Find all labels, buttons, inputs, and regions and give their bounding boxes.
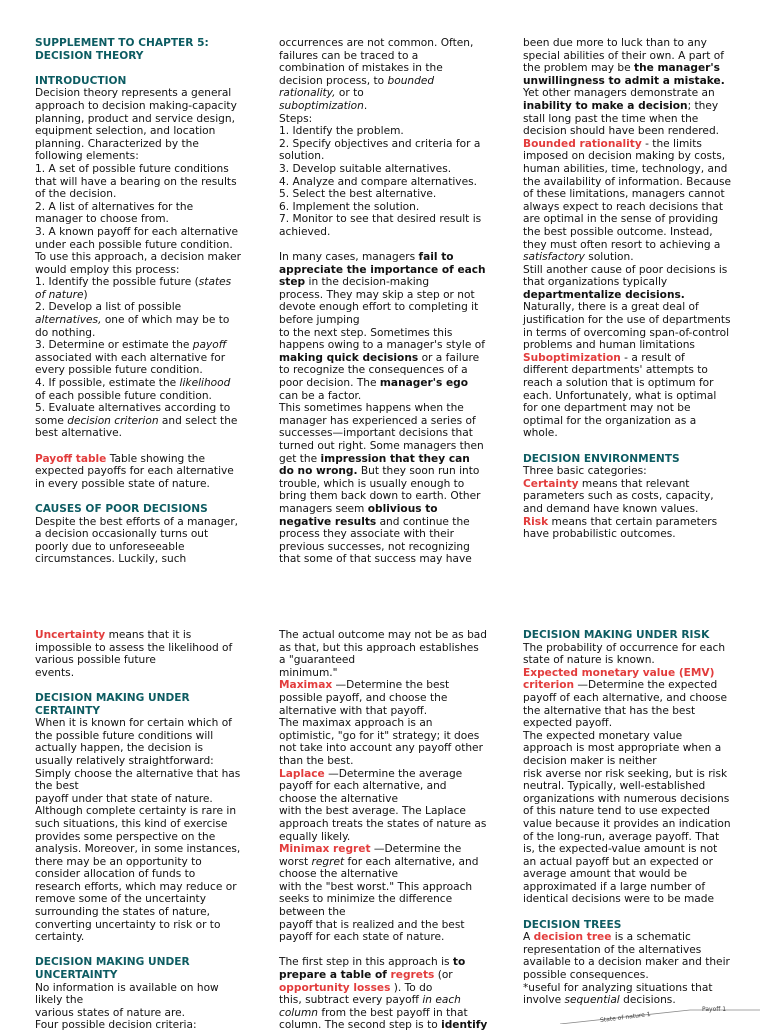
text-line: seeks to minimize the difference: [279, 893, 453, 906]
text-line: 7. Monitor to see that desired result is: [279, 213, 482, 226]
text-line: planning, product and service design,: [35, 112, 235, 125]
text-line: choose the alternative: [279, 792, 399, 805]
text-line: 3. Develop suitable alternatives.: [279, 162, 452, 175]
text-line: some decision criterion and select the: [35, 414, 238, 427]
text-line: possible consequences.: [523, 969, 649, 982]
text-line: a decision occasionally turns out: [35, 528, 209, 541]
emv-term: Expected monetary value (EMV): [523, 666, 715, 679]
text-line: 5. Select the best alternative.: [279, 188, 437, 201]
text-line: problems and human limitations: [523, 339, 695, 352]
text-line: payoff under that state of nature.: [35, 792, 213, 805]
text-line: approach treats the states of nature as: [279, 817, 487, 830]
text-line: failures can be traced to a: [279, 49, 419, 62]
text-line: that some of that success may have: [279, 553, 472, 566]
text-line: do no wrong. But they soon run into: [279, 465, 480, 478]
text-line: 4. Analyze and compare alternatives.: [279, 175, 477, 188]
text-line: *useful for analyzing situations that: [523, 981, 713, 994]
text-line: inability to make a decision; they: [523, 99, 719, 112]
text-line: Yet other managers demonstrate an: [523, 87, 715, 100]
text-line: state of nature is known.: [523, 654, 655, 667]
text-line: managers seem oblivious to: [279, 502, 438, 515]
text-line: decision maker is neither: [523, 754, 657, 767]
state-of-nature-label: State of nature 1: [599, 1010, 652, 1025]
text-line: criterion —Determine the expected: [523, 679, 718, 692]
column-risk: [523, 629, 755, 1007]
text-line: minimum.": [279, 666, 338, 679]
text-line: To use this approach, a decision maker: [35, 251, 241, 264]
text-line: approach is most appropriate when a: [523, 742, 722, 755]
text-line: value because it provides an indication: [523, 817, 731, 830]
text-line: equally likely.: [279, 830, 351, 843]
text-line: bring them back down to earth. Other: [279, 490, 481, 503]
laplace-definition: Laplace —Determine the average: [279, 767, 463, 780]
text-line: would employ this process:: [35, 263, 180, 276]
text-line: every possible future condition.: [35, 364, 203, 377]
text-line: the problem may be the manager's: [523, 62, 720, 75]
text-line: payoff that is realized and the best: [279, 918, 465, 931]
decision-tree-definition: A decision tree is a schematic: [523, 931, 691, 944]
text-line: Still another cause of poor decisions is: [523, 263, 728, 276]
text-line: planning. Characterized by the: [35, 137, 199, 150]
text-line: of each possible future condition.: [35, 389, 212, 402]
text-line: manager to choose from.: [35, 213, 169, 226]
uncertainty-definition: Uncertainty means that it is: [35, 629, 192, 641]
text-line: organizations with numerous decisions: [523, 792, 730, 805]
text-line: the alternative that has the best: [523, 704, 696, 717]
text-line: 3. A known payoff for each alternative: [35, 225, 239, 238]
text-line: The actual outcome may not be as bad: [279, 629, 488, 641]
text-line: there may be an opportunity to: [35, 855, 202, 868]
risk-heading: DECISION MAKING UNDER RISK: [523, 629, 710, 641]
text-line: alternative with that payoff.: [279, 704, 428, 717]
text-line: Four possible decision criteria:: [35, 1019, 197, 1032]
text-line: making quick decisions or a failure: [279, 351, 480, 364]
text-line: satisfactory solution.: [523, 251, 634, 264]
text-line: payoff for each state of nature.: [279, 931, 445, 944]
text-line: analysis. Moreover, in some instances,: [35, 843, 241, 856]
text-line: with the best average. The Laplace: [279, 805, 466, 818]
text-line: to recognize the consequences of a: [279, 364, 468, 377]
text-line: a "guaranteed: [279, 654, 356, 667]
text-line: each. Unfortunately, what is optimal: [523, 389, 717, 402]
text-line: to the next step. Sometimes this: [279, 326, 453, 339]
text-line: alternatives, one of which may be to: [35, 314, 230, 327]
text-line: departmentalize decisions.: [523, 288, 685, 301]
text-line: of the decision.: [35, 188, 117, 201]
text-line: associated with each alternative for: [35, 351, 226, 364]
text-line: before jumping: [279, 314, 360, 327]
text-line: they must often resort to achieving a: [523, 238, 721, 251]
text-line: representation of the alternatives: [523, 943, 702, 956]
causes-heading: CAUSES OF POOR DECISIONS: [35, 502, 208, 515]
text-line: are optimal in the sense of providing: [523, 213, 719, 226]
text-line: optimal for the organization as a: [523, 414, 697, 427]
text-line: consider allocation of funds to: [35, 868, 196, 881]
text-line: imposed on decision making by costs,: [523, 150, 726, 163]
text-line: the best: [35, 780, 79, 793]
minimax-regret-definition: Minimax regret —Determine the: [279, 843, 462, 856]
text-line: Steps:: [279, 112, 313, 125]
text-line: identical decisions were to be made: [523, 893, 715, 906]
text-line: the best possible outcome. Instead,: [523, 225, 713, 238]
text-line: previous successes, not recognizing: [279, 540, 470, 553]
text-line: such situations, this kind of exercise: [35, 817, 228, 830]
text-line: provides some perspective on the: [35, 830, 216, 843]
text-line: can be a factor.: [279, 389, 362, 402]
chapter-title: DECISION THEORY: [35, 49, 144, 62]
text-line: The expected monetary value: [523, 729, 683, 742]
text-line: suboptimization.: [279, 99, 368, 112]
certainty-definition: Certainty means that relevant: [523, 477, 690, 490]
text-line: column from the best payoff in that: [279, 1006, 468, 1019]
text-line: occurrences are not common. Often,: [279, 37, 474, 49]
text-line: In many cases, managers fail to: [279, 251, 454, 264]
text-line: 2. Develop a list of possible: [35, 301, 182, 314]
bounded-rationality-definition: Bounded rationality - the limits: [523, 137, 702, 150]
text-line: happens owing to a manager's style of: [279, 339, 485, 352]
text-line: of nature): [35, 288, 88, 301]
text-line: step in the decision-making: [279, 276, 430, 289]
text-line: do nothing.: [35, 326, 96, 339]
text-line: reach a solution that is optimum for: [523, 377, 714, 390]
text-line: the availability of information. Because: [523, 175, 732, 188]
text-line: the possible future conditions will: [35, 729, 214, 742]
suboptimization-definition: Suboptimization - a result of: [523, 351, 685, 364]
text-line: average amount that would be: [523, 868, 687, 881]
text-line: that will have a bearing on the results: [35, 175, 237, 188]
column-criteria: [279, 629, 511, 1032]
text-line: equipment selection, and location: [35, 125, 216, 138]
text-line: rationality, or to: [279, 87, 364, 100]
text-line: 5. Evaluate alternatives according to: [35, 402, 231, 415]
text-line: special abilities of their own. A part of: [523, 49, 725, 62]
text-line: column. The second step is to identify: [279, 1019, 488, 1032]
column-certainty: [35, 629, 267, 1032]
payoff-table-definition: Payoff table Table showing the: [35, 452, 206, 465]
text-line: solution.: [279, 150, 325, 163]
text-line: stall long past the time when the: [523, 112, 699, 125]
text-line: process they associate with their: [279, 528, 454, 541]
text-line: parameters such as costs, capacity,: [523, 490, 714, 503]
text-line: events.: [35, 666, 75, 679]
text-line: various possible future: [35, 654, 156, 667]
risk-definition: Risk means that certain parameters: [523, 515, 718, 528]
decision-environments-heading: DECISION ENVIRONMENTS: [523, 452, 680, 465]
text-line: this, subtract every payoff in each: [279, 994, 461, 1007]
text-line: combination of mistakes in the: [279, 62, 443, 75]
text-line: justification for the use of departments: [523, 314, 731, 327]
text-line: Decision theory represents a general: [35, 87, 232, 100]
uncertainty-heading-2: UNCERTAINTY: [35, 969, 118, 982]
text-line: decision should have been rendered.: [523, 125, 720, 138]
text-line: in terms of overcoming span-of-control: [523, 326, 730, 339]
text-line: and demand have known values.: [523, 502, 699, 515]
text-line: usually relatively straightforward:: [35, 754, 214, 767]
text-line: payoff of each alternative, and choose: [523, 691, 728, 704]
text-line: possible payoff, and choose the: [279, 691, 448, 704]
decision-tree-lines: [560, 1004, 760, 1024]
text-line: process. They may skip a step or not: [279, 288, 475, 301]
column-causes: [279, 37, 511, 566]
text-line: surrounding the states of nature,: [35, 906, 211, 919]
certainty-heading: DECISION MAKING UNDER: [35, 691, 190, 704]
text-line: approach to decision making-capacity: [35, 99, 237, 112]
text-line: human abilities, time, technology, and: [523, 162, 728, 175]
introduction-heading: INTRODUCTION: [35, 74, 127, 87]
text-line: between the: [279, 906, 346, 919]
text-line: opportunity losses ). To do: [279, 981, 433, 994]
text-line: best alternative.: [35, 427, 123, 440]
text-line: achieved.: [279, 225, 331, 238]
text-line: actually happen, the decision is: [35, 742, 204, 755]
text-line: negative results and continue the: [279, 515, 470, 528]
text-line: When it is known for certain which of: [35, 717, 232, 730]
supplement-heading: SUPPLEMENT TO CHAPTER 5:: [35, 37, 209, 49]
text-line: of the long-run, average payoff. That: [523, 830, 720, 843]
text-line: an actual payoff but an expected or: [523, 855, 713, 868]
text-line: remove some of the uncertainty: [35, 893, 206, 906]
text-line: with the "best worst." This approach: [279, 880, 473, 893]
text-line: available to a decision maker and their: [523, 956, 730, 969]
text-line: 3. Determine or estimate the payoff: [35, 339, 227, 352]
text-line: 4. If possible, estimate the likelihood: [35, 377, 231, 390]
text-line: converting uncertainty to risk or to: [35, 918, 221, 931]
text-line: 1. Identify the problem.: [279, 125, 404, 138]
text-line: Naturally, there is a great deal of: [523, 301, 699, 314]
text-line: involve sequential decisions.: [523, 994, 676, 1007]
text-line: No information is available on how: [35, 981, 219, 994]
text-line: circumstances. Luckily, such: [35, 553, 187, 566]
text-line: The probability of occurrence for each: [523, 641, 726, 654]
text-line: turned out right. Some managers then: [279, 440, 484, 452]
text-line: successes—important decisions that: [279, 427, 473, 440]
text-line: various states of nature are.: [35, 1006, 186, 1019]
text-line: for one department may not be: [523, 402, 691, 415]
text-line: Simply choose the alternative that has: [35, 767, 241, 780]
payoff-label: Payoff 1: [702, 1006, 727, 1013]
text-line: Three basic categories:: [523, 465, 647, 478]
text-line: certainty.: [35, 931, 85, 944]
text-line: Despite the best efforts of a manager,: [35, 515, 239, 528]
text-line: worst regret for each alternative, and: [279, 855, 479, 868]
text-line: as that, but this approach establishes: [279, 641, 479, 654]
column-intro: [35, 37, 267, 566]
text-line: choose the alternative: [279, 868, 399, 881]
text-line: impossible to assess the likelihood of: [35, 641, 233, 654]
text-line: poorly due to unforeseeable: [35, 540, 185, 553]
column-rationality: [523, 37, 755, 541]
text-line: manager has experienced a series of: [279, 414, 476, 427]
text-line: 1. A set of possible future conditions: [35, 162, 229, 175]
text-line: 1. Identify the possible future (states: [35, 276, 232, 289]
text-line: Although complete certainty is rare in: [35, 805, 237, 818]
text-line: research efforts, which may reduce or: [35, 880, 237, 893]
text-line: have probabilistic outcomes.: [523, 528, 676, 541]
text-line: 6. Implement the solution.: [279, 200, 420, 213]
text-line: neutral. Typically, well-established: [523, 780, 706, 793]
text-line: following elements:: [35, 150, 139, 163]
text-line: not take into account any payoff other: [279, 742, 483, 755]
text-line: prepare a table of regrets (or: [279, 969, 453, 982]
text-line: 2. Specify objectives and criteria for a: [279, 137, 481, 150]
text-line: expected payoff.: [523, 717, 613, 730]
text-line: under each possible future condition.: [35, 238, 233, 251]
text-line: than the best.: [279, 754, 354, 767]
uncertainty-heading: DECISION MAKING UNDER: [35, 956, 190, 969]
maximax-definition: Maximax —Determine the best: [279, 679, 450, 692]
text-line: expected payoffs for each alternative: [35, 465, 234, 478]
text-line: The first step in this approach is to: [279, 956, 466, 969]
text-line: optimistic, "go for it" strategy; it does: [279, 729, 480, 742]
text-line: risk averse nor risk seeking, but is risk: [523, 767, 728, 780]
text-line: is, the expected-value amount is not: [523, 843, 718, 856]
decision-trees-heading: DECISION TREES: [523, 918, 622, 931]
text-line: devote enough effort to completing it: [279, 301, 479, 314]
text-line: 2. A list of alternatives for the: [35, 200, 194, 213]
certainty-heading-2: CERTAINTY: [35, 704, 100, 717]
text-line: of this nature tend to use expected: [523, 805, 711, 818]
text-line: been due more to luck than to any: [523, 37, 707, 49]
text-line: payoff for each alternative, and: [279, 780, 447, 793]
text-line: in every possible state of nature.: [35, 477, 210, 490]
text-line: decision process, to bounded: [279, 74, 435, 87]
text-line: different departments' attempts to: [523, 364, 708, 377]
text-line: poor decision. The manager's ego: [279, 377, 469, 390]
text-line: unwillingness to admit a mistake.: [523, 74, 725, 87]
text-line: likely the: [35, 994, 84, 1007]
text-line: whole.: [523, 427, 558, 440]
text-line: get the impression that they can: [279, 452, 470, 465]
text-line: appreciate the importance of each: [279, 263, 486, 276]
text-line: of these limitations, managers cannot: [523, 188, 725, 201]
text-line: approximated if a large number of: [523, 880, 706, 893]
text-line: This sometimes happens when the: [279, 402, 464, 415]
text-line: The maximax approach is an: [279, 717, 433, 730]
decision-tree-diagram: [560, 1004, 760, 1024]
text-line: that organizations typically: [523, 276, 668, 289]
text-line: trouble, which is usually enough to: [279, 477, 465, 490]
text-line: always expect to reach decisions that: [523, 200, 724, 213]
